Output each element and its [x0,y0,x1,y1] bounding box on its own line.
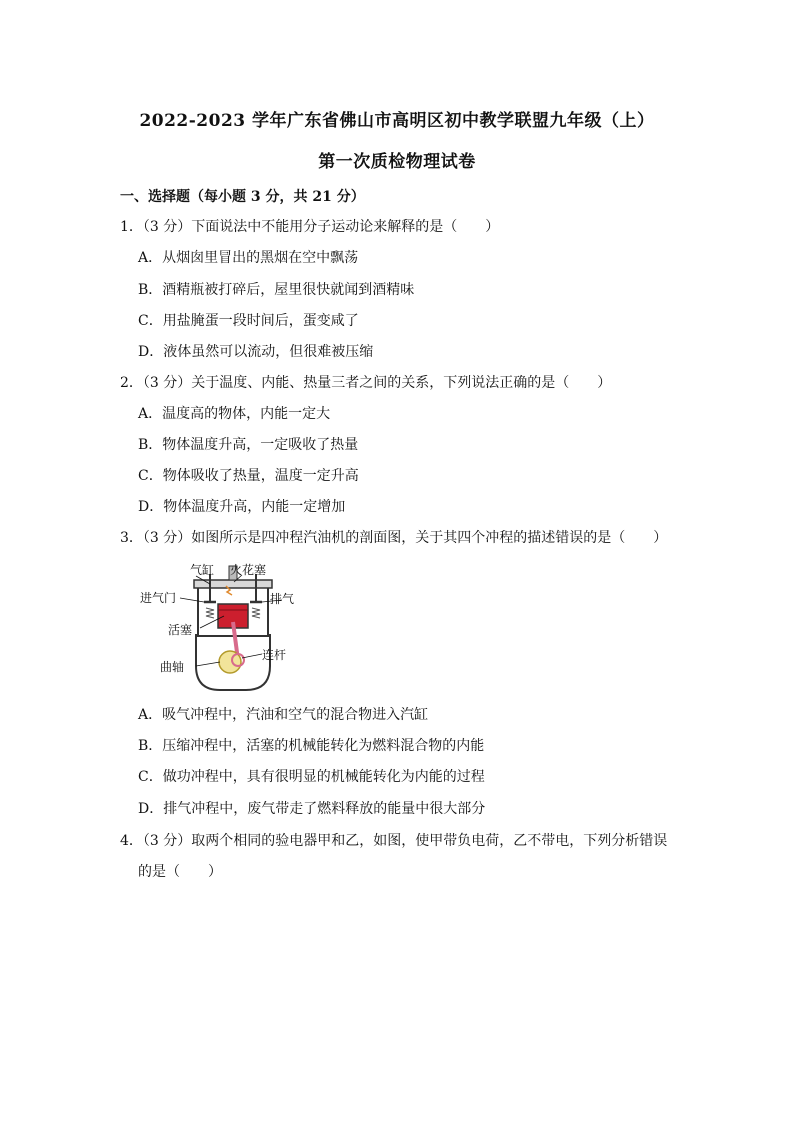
question-1-option-c: C．用盐腌蛋一段时间后，蛋变咸了 [138,313,359,329]
label-exhaust: 排气 [270,592,295,606]
question-1-option-a: A．从烟囱里冒出的黑烟在空中飘荡 [138,250,359,266]
question-4-stem-line-2: 的是（ ） [138,864,222,880]
question-2-stem: 2．（3 分）关于温度、内能、热量三者之间的关系，下列说法正确的是（ ） [120,375,612,391]
question-1-option-b: B．酒精瓶被打碎后，屋里很快就闻到酒精味 [138,282,415,298]
question-1-option-d: D．液体虽然可以流动，但很难被压缩 [138,344,374,360]
exam-title-line-2: 第一次质检物理试卷 [318,152,476,172]
question-2-option-a: A．温度高的物体，内能一定大 [138,406,331,422]
question-3-option-a: A．吸气冲程中，汽油和空气的混合物进入汽缸 [138,707,429,723]
question-2-option-d: D．物体温度升高，内能一定增加 [138,499,346,515]
label-connecting-rod: 连杆 [262,648,287,662]
question-2-option-c: C．物体吸收了热量，温度一定升高 [138,468,359,484]
section-heading: 一、选择题（每小题 3 分，共 21 分） [120,189,365,205]
label-crankshaft: 曲轴 [160,660,185,674]
label-cylinder: 气缸 [190,563,215,577]
label-piston: 活塞 [168,623,193,637]
label-intake-valve: 进气门 [140,591,177,605]
question-1-stem: 1．（3 分）下面说法中不能用分子运动论来解释的是（ ） [120,219,500,235]
question-2-option-b: B．物体温度升高，一定吸收了热量 [138,437,359,453]
question-3-option-c: C．做功冲程中，具有很明显的机械能转化为内能的过程 [138,769,485,785]
exam-title-line-1: 2022-2023 学年广东省佛山市高明区初中教学联盟九年级（上） [139,111,655,131]
engine-cross-section-diagram [138,562,308,698]
question-4-stem-line-1: 4．（3 分）取两个相同的验电器甲和乙，如图，使甲带负电荷，乙不带电，下列分析错误 [120,833,668,849]
question-3-option-b: B．压缩冲程中，活塞的机械能转化为燃料混合物的内能 [138,738,485,754]
question-3-stem: 3．（3 分）如图所示是四冲程汽油机的剖面图，关于其四个冲程的描述错误的是（ ） [120,530,668,546]
question-3-option-d: D．排气冲程中，废气带走了燃料释放的能量中很大部分 [138,801,486,817]
label-spark-plug: 火花塞 [230,563,267,577]
